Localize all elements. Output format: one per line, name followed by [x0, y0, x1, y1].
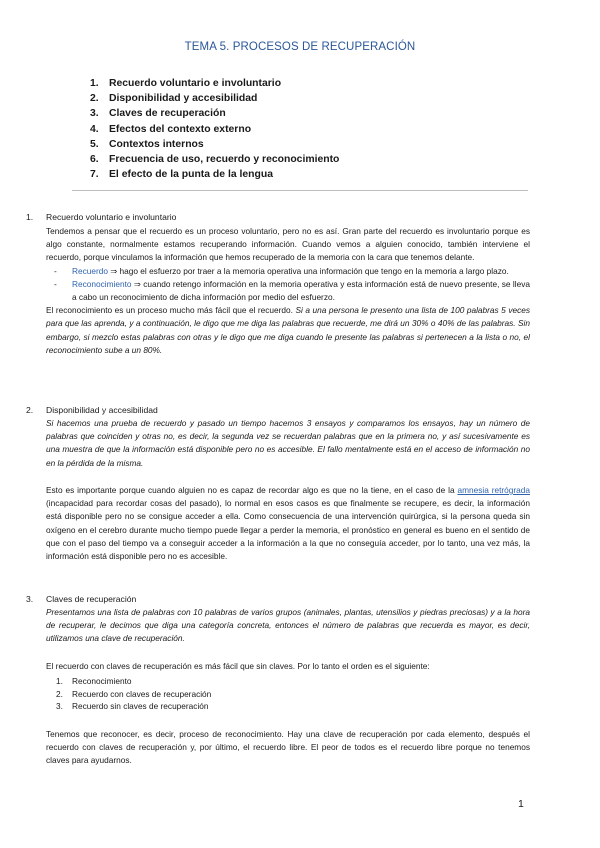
list-number: 2.	[56, 688, 63, 699]
section-number: 2.	[26, 405, 34, 415]
list-number: 3.	[56, 701, 63, 712]
toc-item-label: Claves de recuperación	[109, 108, 226, 120]
toc-item-label: Efectos del contexto externo	[109, 123, 252, 135]
term-definition: ⇒ cuando retengo información en la memoria operativa y esta información está de nuevo presente, se lleva a cabo un reconocimiento de dicha información por medio del esfuerzo.	[72, 278, 530, 303]
example-text: Si a una persona le presento una lista de 100 palabras 5 veces para que las aprenda, y a continuación, le digo que me diga las palabras que recuerde, me dirá un 30% o 40% de las palabras. Sin embargo, si mezclo estas palabras con otras y le digo que me diga cuando le presente las palabras si pertenecen a la lista o no, el reconocimiento sube a un 80%.	[46, 305, 530, 355]
section-heading-2	[26, 404, 158, 417]
section-heading-1	[26, 211, 176, 224]
toc-item-label: El efecto de la punta de la lengua	[109, 169, 273, 181]
section-heading-3	[26, 593, 136, 606]
paragraph	[46, 484, 530, 563]
section-body-2b	[46, 484, 530, 563]
toc-item-number: 2.	[90, 93, 99, 105]
toc-item-number: 7.	[90, 169, 99, 181]
paragraph: Si hacemos una prueba de recuerdo y pasado un tiempo hacemos 3 ensayos y comparamos los ensayos, hay un número de palabras que coinciden y otras no, es decir, la segunda vez se recuerdan palabras que en la primera no, y así sucesivamente es una muestra de que la información está disponible pero no es accesible. El fallo mentalmente está en el acceso de información no en la pérdida de la misma.	[46, 418, 530, 468]
list-item	[46, 675, 530, 688]
section-title: Disponibilidad y accesibilidad	[46, 405, 158, 415]
list-number: 1.	[56, 676, 63, 686]
term-recuerdo: Recuerdo	[72, 265, 108, 276]
toc-item-label: Contextos internos	[109, 138, 204, 150]
list-label: Recuerdo sin claves de recuperación	[72, 701, 209, 712]
toc-item	[90, 167, 339, 182]
section-body-3c	[46, 728, 530, 768]
bullet-item-reconocimiento	[46, 278, 530, 304]
document-title: TEMA 5. PROCESOS DE RECUPERACIÓN	[184, 41, 416, 53]
table-of-contents	[90, 76, 339, 182]
toc-item-label: Disponibilidad y accesibilidad	[109, 93, 258, 105]
toc-item-label: Recuerdo voluntario e involuntario	[109, 78, 282, 89]
list-item	[46, 688, 530, 701]
bullet-item-recuerdo	[46, 265, 530, 278]
toc-item	[90, 137, 339, 152]
section-number: 3.	[26, 594, 34, 604]
section-divider	[72, 190, 528, 191]
list-label: Recuerdo con claves de recuperación	[72, 688, 212, 699]
bullet-marker: -	[54, 265, 57, 276]
toc-item	[90, 91, 339, 106]
paragraph: Tenemos que reconocer, es decir, proceso de reconocimiento. Hay una clave de recuperación por cada elemento, después el recuerdo con claves de recuperación y, por último, el recuerdo libre. El peor de todos es el recuerdo libre porque no tenemos claves para ayudarnos.	[46, 729, 530, 766]
list-label: Reconocimiento	[72, 676, 132, 686]
section-body-3b	[46, 660, 530, 673]
amnesia-link[interactable]: amnesia retrógrada	[457, 485, 530, 495]
term-definition: ⇒ hago el esfuerzo por traer a la memoria operativa una información que tengo en la memoria a largo plazo.	[107, 265, 509, 276]
paragraph: Tendemos a pensar que el recuerdo es un proceso voluntario, pero no es así. Gran parte del recuerdo es involuntario porque es algo constante, normalmente estamos recuperando información. Cuando vemos a alguien conocido, también interviene el recuerdo, porque vinculamos la información que hemos recuperado de la memoria con la cara que tenemos delante.	[46, 226, 530, 263]
bullet-marker: -	[54, 278, 57, 289]
paragraph: Presentamos una lista de palabras con 10 palabras de varios grupos (animales, plantas, utensilios y piedras preciosas) y a la hora de recuperar, le decimos que diga una categoría concreta, entonces el número de palabras que recuerda es mayor, es decir, utilizamos una clave de recuperación.	[46, 607, 530, 644]
paragraph-text: El reconocimiento es un proceso mucho más fácil que el recuerdo.	[46, 305, 296, 316]
toc-item	[90, 122, 339, 137]
page-number: 1	[518, 798, 524, 810]
toc-item-number: 5.	[90, 138, 99, 150]
paragraph: El recuerdo con claves de recuperación es más fácil que sin claves. Por lo tanto el orden es el siguiente:	[46, 661, 430, 671]
term-reconocimiento: Reconocimiento	[72, 278, 132, 289]
toc-item-number: 6.	[90, 154, 99, 166]
toc-item	[90, 106, 339, 121]
section-body-1	[46, 225, 530, 357]
toc-item-number: 3.	[90, 108, 99, 120]
section-number: 1.	[26, 212, 34, 222]
section-title: Claves de recuperación	[46, 594, 137, 604]
paragraph	[46, 304, 530, 357]
list-item	[46, 700, 530, 713]
section-body-3	[46, 606, 530, 646]
section-title: Recuerdo voluntario e involuntario	[46, 212, 177, 222]
ordered-list	[46, 675, 530, 713]
toc-item	[90, 76, 339, 91]
toc-item-number: 4.	[90, 123, 99, 135]
toc-item	[90, 152, 339, 167]
toc-item-number: 1.	[90, 78, 99, 89]
paragraph-text: Esto es importante porque cuando alguien no es capaz de recordar algo es que no la tiene, en el caso de la	[46, 485, 458, 495]
paragraph-text: (incapacidad para recordar cosas del pasado), lo normal en esos casos es que finalmente se recupere, es decir, la información está disponible pero no se consigue acceder a ella. Como consecuencia de una intervención quirúrgica, si la persona queda sin oxígeno en el cerebro durante mucho tiempo puede llegar a perder la memoria, el pronóstico en general es bueno en el sentido de que con el paso del tiempo va a conseguir acceder a la información a la que no conseguía acceder, por lo tanto, una vez más, la información está disponible pero no es accesible.	[46, 498, 530, 562]
toc-item-label: Frecuencia de uso, recuerdo y reconocimiento	[109, 154, 340, 166]
section-body-2	[46, 417, 530, 470]
